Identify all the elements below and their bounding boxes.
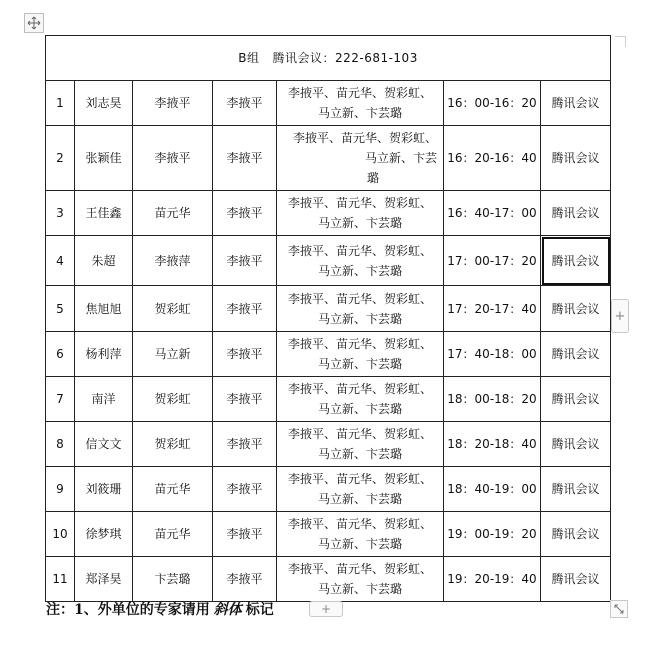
advisor-cell[interactable]: 贺彩虹 <box>133 422 213 467</box>
row-number[interactable]: 9 <box>46 467 75 512</box>
table-row <box>46 81 611 126</box>
page-corner-mark <box>615 36 626 47</box>
footnote-italic-word: 斜体 <box>213 602 242 618</box>
table-move-handle[interactable] <box>24 13 44 33</box>
student-name[interactable]: 刘志昊 <box>75 81 133 126</box>
reviewers-line: 马立新、卞芸璐 <box>317 537 402 551</box>
row-number[interactable]: 2 <box>46 126 75 191</box>
mode-cell[interactable]: 腾讯会议 <box>541 557 611 602</box>
table-row <box>46 332 611 377</box>
reviewers-line: 马立新、卞芸璐 <box>317 106 402 120</box>
add-column-button[interactable] <box>611 299 629 333</box>
advisor-cell[interactable]: 李掖平 <box>133 126 213 191</box>
chair-cell[interactable]: 李掖平 <box>213 191 277 236</box>
plus-icon: + <box>320 602 332 616</box>
time-cell[interactable]: 17：00-17：20 <box>444 236 541 286</box>
time-cell[interactable]: 17：40-18：00 <box>444 332 541 377</box>
reviewers-line: 李掖平、苗元华、贺彩虹、 <box>287 337 432 351</box>
group-header-cell[interactable] <box>46 36 611 81</box>
reviewers-line: 马立新、卞芸璐 <box>317 311 402 326</box>
table-row <box>46 377 611 422</box>
resize-diagonal-icon <box>613 603 625 615</box>
advisor-cell[interactable]: 苗元华 <box>133 467 213 512</box>
reviewers-cell[interactable] <box>277 191 444 236</box>
footnote-prefix: 注：1、外单位的专家请用 <box>46 602 210 618</box>
reviewers-line: 李掖平、苗元华、贺彩虹、 <box>287 517 432 531</box>
chair-cell[interactable]: 李掖平 <box>213 422 277 467</box>
mode-cell-selected[interactable]: 腾讯会议 <box>541 236 611 286</box>
table-resize-handle[interactable] <box>610 600 628 618</box>
table-row <box>46 512 611 557</box>
row-number[interactable]: 8 <box>46 422 75 467</box>
row-number[interactable]: 7 <box>46 377 75 422</box>
chair-cell[interactable]: 李掖平 <box>213 512 277 557</box>
reviewers-line: 李掖平、苗元华、贺彩虹、 <box>287 243 432 258</box>
advisor-cell[interactable]: 贺彩虹 <box>133 377 213 422</box>
student-name[interactable]: 张颖佳 <box>75 126 133 191</box>
row-number[interactable]: 6 <box>46 332 75 377</box>
time-cell[interactable]: 19：20-19：40 <box>444 557 541 602</box>
reviewers-cell[interactable] <box>277 236 444 286</box>
time-cell[interactable]: 18：40-19：00 <box>444 467 541 512</box>
reviewers-line: 马立新、卞芸璐 <box>317 357 402 371</box>
reviewers-cell[interactable] <box>277 286 444 332</box>
row-number[interactable]: 11 <box>46 557 75 602</box>
reviewers-line: 马立新、卞芸璐 <box>317 447 402 461</box>
plus-icon: + <box>614 308 626 324</box>
footnote-suffix: 标记 <box>245 602 274 618</box>
footnote <box>46 599 274 619</box>
table-row <box>46 191 611 236</box>
row-number[interactable]: 10 <box>46 512 75 557</box>
schedule-table <box>45 35 611 602</box>
student-name[interactable]: 徐梦琪 <box>75 512 133 557</box>
advisor-cell[interactable]: 苗元华 <box>133 191 213 236</box>
move-arrows-icon <box>27 16 41 30</box>
chair-cell[interactable]: 李掖平 <box>213 81 277 126</box>
row-number[interactable]: 4 <box>46 236 75 286</box>
time-cell[interactable]: 18：00-18：20 <box>444 377 541 422</box>
meeting-id-label: 腾讯会议：222-681-103 <box>272 51 418 65</box>
time-cell[interactable]: 16：40-17：00 <box>444 191 541 236</box>
reviewers-line: 李掖平、苗元华、贺彩虹、 <box>287 382 432 396</box>
table-row <box>46 467 611 512</box>
time-cell[interactable]: 16：00-16：20 <box>444 81 541 126</box>
advisor-cell[interactable]: 马立新 <box>133 332 213 377</box>
chair-cell[interactable]: 李掖平 <box>213 557 277 602</box>
reviewers-cell[interactable] <box>277 422 444 467</box>
table-row <box>46 557 611 602</box>
advisor-cell[interactable]: 李掖平 <box>133 81 213 126</box>
reviewers-line: 马立新、卞芸璐 <box>317 582 402 596</box>
time-cell[interactable]: 19：00-19：20 <box>444 512 541 557</box>
mode-cell[interactable]: 腾讯会议 <box>541 191 611 236</box>
reviewers-cell[interactable] <box>277 81 444 126</box>
student-name[interactable]: 南洋 <box>75 377 133 422</box>
mode-cell[interactable]: 腾讯会议 <box>541 512 611 557</box>
mode-cell[interactable]: 腾讯会议 <box>541 332 611 377</box>
advisor-cell[interactable]: 卞芸璐 <box>133 557 213 602</box>
time-cell[interactable]: 17：20-17：40 <box>444 286 541 332</box>
mode-cell[interactable]: 腾讯会议 <box>541 81 611 126</box>
student-name[interactable]: 王佳鑫 <box>75 191 133 236</box>
reviewers-line: 李掖平、苗元华、贺彩虹、 <box>287 427 432 441</box>
reviewers-line: 李掖平、苗元华、贺彩虹、 <box>287 291 432 306</box>
reviewers-cell[interactable] <box>277 557 444 602</box>
reviewers-cell[interactable] <box>277 467 444 512</box>
table-row <box>46 126 611 191</box>
mode-cell[interactable]: 腾讯会议 <box>541 126 611 191</box>
table-row <box>46 422 611 467</box>
advisor-cell[interactable]: 贺彩虹 <box>133 286 213 332</box>
student-name[interactable]: 郑泽昊 <box>75 557 133 602</box>
reviewers-line: 李掖平、苗元华、贺彩虹、 <box>287 562 432 576</box>
time-cell[interactable]: 18：20-18：40 <box>444 422 541 467</box>
reviewers-cell[interactable] <box>277 512 444 557</box>
reviewers-line: 李掖平、苗元华、贺彩虹、 <box>287 196 432 210</box>
table-row <box>46 286 611 332</box>
chair-cell[interactable]: 李掖平 <box>213 126 277 191</box>
reviewers-cell[interactable] <box>277 126 444 191</box>
student-name[interactable]: 焦旭旭 <box>75 286 133 332</box>
reviewers-line: 马立新、卞芸璐 <box>317 492 402 506</box>
advisor-cell[interactable]: 苗元华 <box>133 512 213 557</box>
reviewers-line: 马立新、卞芸璐 <box>317 216 402 230</box>
mode-cell[interactable]: 腾讯会议 <box>541 286 611 332</box>
chair-cell[interactable]: 李掖平 <box>213 467 277 512</box>
mode-cell[interactable]: 腾讯会议 <box>541 377 611 422</box>
advisor-cell[interactable]: 李掖萍 <box>133 236 213 286</box>
reviewers-line: 马立新、卞芸璐 <box>317 263 402 278</box>
time-cell[interactable]: 16：20-16：40 <box>444 126 541 191</box>
mode-cell[interactable]: 腾讯会议 <box>541 467 611 512</box>
reviewers-line: 李掖平、苗元华、贺彩虹、 <box>292 131 437 145</box>
add-row-button[interactable] <box>309 601 343 617</box>
chair-cell[interactable]: 李掖平 <box>213 286 277 332</box>
row-number[interactable]: 1 <box>46 81 75 126</box>
reviewers-line: 李掖平、苗元华、贺彩虹、 <box>287 86 432 100</box>
reviewers-line: 璐 <box>366 171 379 185</box>
group-header-row <box>46 36 611 81</box>
reviewers-cell[interactable] <box>277 332 444 377</box>
table-row <box>46 236 611 286</box>
row-number[interactable]: 5 <box>46 286 75 332</box>
chair-cell[interactable]: 李掖平 <box>213 377 277 422</box>
row-number[interactable]: 3 <box>46 191 75 236</box>
student-name[interactable]: 信文文 <box>75 422 133 467</box>
reviewers-cell[interactable] <box>277 377 444 422</box>
reviewers-line: 马立新、卞芸 <box>364 151 437 165</box>
group-label: B组 <box>238 51 260 65</box>
reviewers-line: 李掖平、苗元华、贺彩虹、 <box>287 472 432 486</box>
chair-cell[interactable]: 李掖平 <box>213 332 277 377</box>
student-name[interactable]: 朱超 <box>75 236 133 286</box>
chair-cell[interactable]: 李掖平 <box>213 236 277 286</box>
reviewers-line: 马立新、卞芸璐 <box>317 402 402 416</box>
student-name[interactable]: 杨利萍 <box>75 332 133 377</box>
mode-cell[interactable]: 腾讯会议 <box>541 422 611 467</box>
student-name[interactable]: 刘筱珊 <box>75 467 133 512</box>
